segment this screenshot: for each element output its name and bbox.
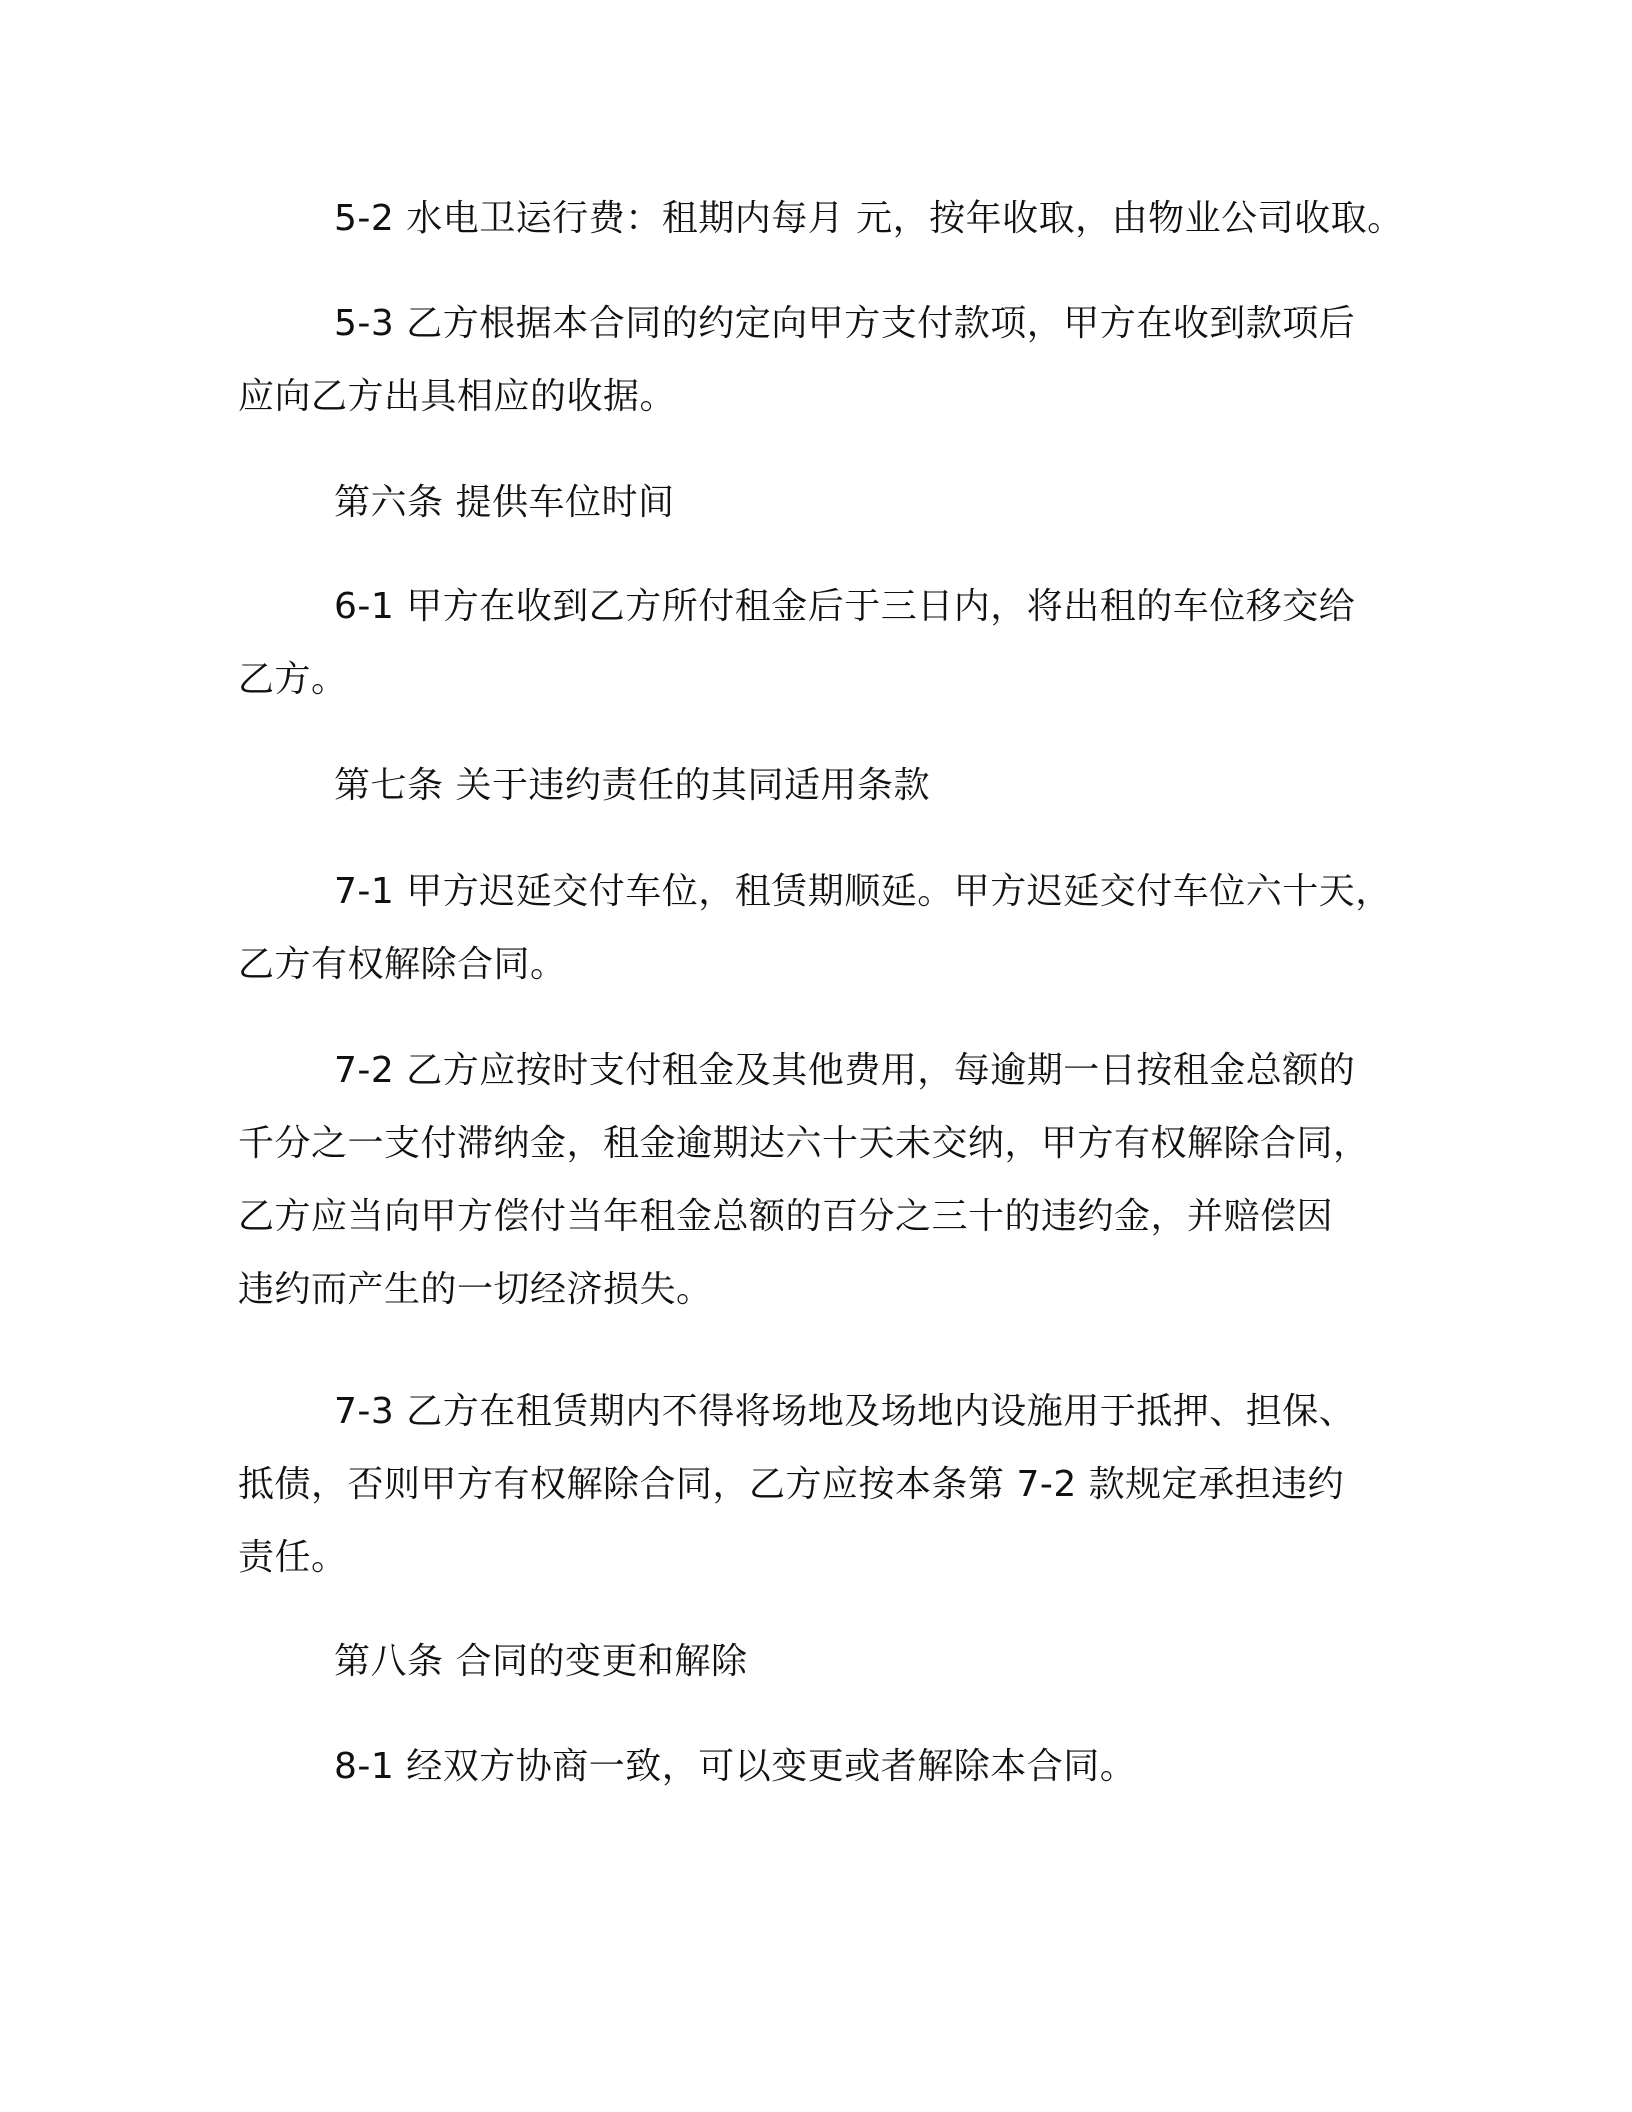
paragraph-line: 5-2 水电卫运行费：租期内每月 元，按年收取，由物业公司收取。 — [334, 198, 1404, 239]
paragraph-line: 7-3 乙方在租赁期内不得将场地及场地内设施用于抵押、担保、 — [334, 1391, 1356, 1432]
clause-5-3 — [238, 287, 1398, 433]
clause-7-3 — [238, 1375, 1398, 1594]
clause-6-1 — [238, 570, 1398, 716]
article-6-heading — [238, 466, 1398, 539]
paragraph-line: 6-1 甲方在收到乙方所付租金后于三日内，将出租的车位移交给 — [334, 586, 1356, 627]
clause-5-2 — [238, 182, 1404, 255]
clause-7-1 — [238, 855, 1398, 1001]
article-7-heading — [238, 749, 1398, 822]
clause-7-2 — [238, 1034, 1398, 1326]
clause-8-1 — [238, 1730, 1398, 1803]
paragraph-line: 7-1 甲方迟延交付车位，租赁期顺延。甲方迟延交付车位六十天， — [334, 871, 1392, 912]
paragraph-line: 应向乙方出具相应的收据。 — [238, 376, 677, 417]
paragraph-line: 千分之一支付滞纳金，租金逾期达六十天未交纳，甲方有权解除合同， — [238, 1123, 1370, 1164]
paragraph-line: 乙方。 — [238, 659, 348, 700]
paragraph-line: 乙方应当向甲方偿付当年租金总额的百分之三十的违约金，并赔偿因 — [238, 1196, 1334, 1237]
paragraph-line: 8-1 经双方协商一致，可以变更或者解除本合同。 — [334, 1746, 1137, 1787]
paragraph-line: 责任。 — [238, 1537, 348, 1578]
heading-line: 第八条 合同的变更和解除 — [334, 1641, 748, 1682]
paragraph-line: 乙方有权解除合同。 — [238, 944, 567, 985]
paragraph-line: 7-2 乙方应按时支付租金及其他费用，每逾期一日按租金总额的 — [334, 1050, 1356, 1091]
paragraph-line: 违约而产生的一切经济损失。 — [238, 1269, 713, 1310]
heading-line: 第七条 关于违约责任的其同适用条款 — [334, 765, 930, 806]
paragraph-line: 抵债，否则甲方有权解除合同，乙方应按本条第 7-2 款规定承担违约 — [238, 1464, 1345, 1505]
heading-line: 第六条 提供车位时间 — [334, 482, 675, 523]
article-8-heading — [238, 1625, 1398, 1698]
paragraph-line: 5-3 乙方根据本合同的约定向甲方支付款项，甲方在收到款项后 — [334, 303, 1356, 344]
